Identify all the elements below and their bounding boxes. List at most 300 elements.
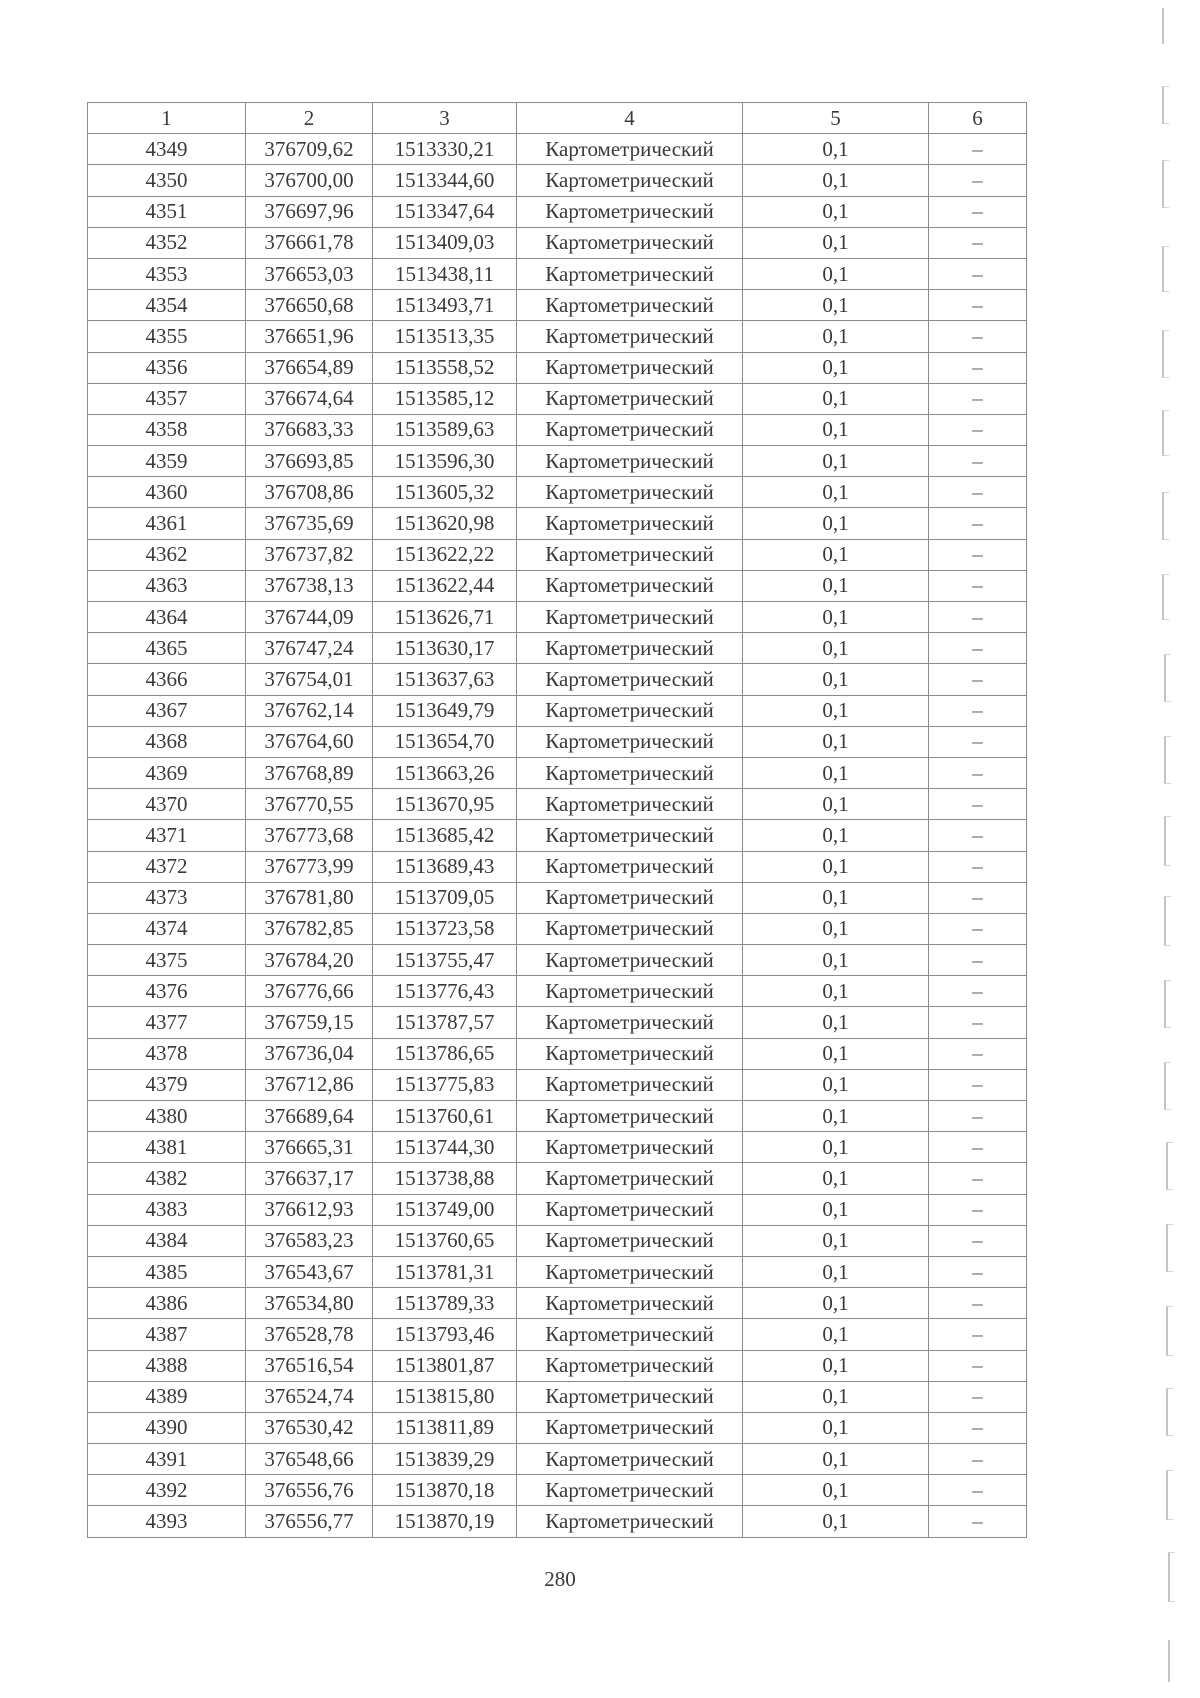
- table-row: [88, 664, 1027, 695]
- accuracy-cell: 0,1: [743, 1256, 929, 1287]
- y-coordinate-cell: 1513870,19: [373, 1506, 517, 1537]
- method-cell: Картометрический: [517, 134, 743, 165]
- y-coordinate-cell: 1513558,52: [373, 352, 517, 383]
- accuracy-cell: 0,1: [743, 789, 929, 820]
- method-cell: Картометрический: [517, 1412, 743, 1443]
- point-number-cell: 4356: [88, 352, 246, 383]
- point-number-cell: 4379: [88, 1069, 246, 1100]
- x-coordinate-cell: 376762,14: [246, 695, 373, 726]
- note-cell: –: [929, 477, 1027, 508]
- accuracy-cell: 0,1: [743, 945, 929, 976]
- method-cell: Картометрический: [517, 1288, 743, 1319]
- y-coordinate-cell: 1513744,30: [373, 1132, 517, 1163]
- point-number-cell: 4364: [88, 602, 246, 633]
- table-row: [88, 1163, 1027, 1194]
- x-coordinate-cell: 376736,04: [246, 1038, 373, 1069]
- accuracy-cell: 0,1: [743, 1350, 929, 1381]
- note-cell: –: [929, 633, 1027, 664]
- point-number-cell: 4353: [88, 258, 246, 289]
- x-coordinate-cell: 376637,17: [246, 1163, 373, 1194]
- accuracy-cell: 0,1: [743, 1288, 929, 1319]
- accuracy-cell: 0,1: [743, 882, 929, 913]
- scan-edge-mark: [1164, 736, 1171, 784]
- point-number-cell: 4369: [88, 757, 246, 788]
- point-number-cell: 4391: [88, 1444, 246, 1475]
- x-coordinate-cell: 376556,77: [246, 1506, 373, 1537]
- y-coordinate-cell: 1513786,65: [373, 1038, 517, 1069]
- method-cell: Картометрический: [517, 196, 743, 227]
- y-coordinate-cell: 1513723,58: [373, 913, 517, 944]
- table-row: [88, 1038, 1027, 1069]
- method-cell: Картометрический: [517, 695, 743, 726]
- y-coordinate-cell: 1513870,18: [373, 1475, 517, 1506]
- scan-edge-mark: [1166, 1306, 1173, 1356]
- accuracy-cell: 0,1: [743, 1101, 929, 1132]
- scan-edge-mark: [1162, 574, 1169, 620]
- y-coordinate-cell: 1513589,63: [373, 414, 517, 445]
- method-cell: Картометрический: [517, 851, 743, 882]
- header-row: [88, 103, 1027, 134]
- accuracy-cell: 0,1: [743, 726, 929, 757]
- scan-edge-mark: [1166, 1142, 1173, 1190]
- method-cell: Картометрический: [517, 1381, 743, 1412]
- point-number-cell: 4386: [88, 1288, 246, 1319]
- accuracy-cell: 0,1: [743, 383, 929, 414]
- point-number-cell: 4384: [88, 1225, 246, 1256]
- method-cell: Картометрический: [517, 290, 743, 321]
- table-row: [88, 539, 1027, 570]
- accuracy-cell: 0,1: [743, 477, 929, 508]
- page-number: 280: [544, 1567, 576, 1591]
- method-cell: Картометрический: [517, 757, 743, 788]
- accuracy-cell: 0,1: [743, 1381, 929, 1412]
- method-cell: Картометрический: [517, 477, 743, 508]
- y-coordinate-cell: 1513760,61: [373, 1101, 517, 1132]
- note-cell: –: [929, 913, 1027, 944]
- table-row: [88, 1132, 1027, 1163]
- table-row: [88, 258, 1027, 289]
- x-coordinate-cell: 376744,09: [246, 602, 373, 633]
- point-number-cell: 4370: [88, 789, 246, 820]
- accuracy-cell: 0,1: [743, 1007, 929, 1038]
- point-number-cell: 4351: [88, 196, 246, 227]
- x-coordinate-cell: 376689,64: [246, 1101, 373, 1132]
- table-row: [88, 1506, 1027, 1537]
- x-coordinate-cell: 376556,76: [246, 1475, 373, 1506]
- method-cell: Картометрический: [517, 227, 743, 258]
- y-coordinate-cell: 1513755,47: [373, 945, 517, 976]
- column-header-2: 2: [246, 103, 373, 134]
- method-cell: Картометрический: [517, 1319, 743, 1350]
- note-cell: –: [929, 446, 1027, 477]
- y-coordinate-cell: 1513620,98: [373, 508, 517, 539]
- point-number-cell: 4380: [88, 1101, 246, 1132]
- point-number-cell: 4367: [88, 695, 246, 726]
- point-number-cell: 4375: [88, 945, 246, 976]
- y-coordinate-cell: 1513709,05: [373, 882, 517, 913]
- table-row: [88, 227, 1027, 258]
- y-coordinate-cell: 1513344,60: [373, 165, 517, 196]
- accuracy-cell: 0,1: [743, 851, 929, 882]
- method-cell: Картометрический: [517, 726, 743, 757]
- accuracy-cell: 0,1: [743, 820, 929, 851]
- x-coordinate-cell: 376543,67: [246, 1256, 373, 1287]
- table-row: [88, 1288, 1027, 1319]
- y-coordinate-cell: 1513839,29: [373, 1444, 517, 1475]
- scan-edge-mark: [1168, 1640, 1175, 1682]
- scan-edge-mark: [1162, 492, 1169, 540]
- note-cell: –: [929, 1132, 1027, 1163]
- method-cell: Картометрический: [517, 945, 743, 976]
- x-coordinate-cell: 376782,85: [246, 913, 373, 944]
- accuracy-cell: 0,1: [743, 1225, 929, 1256]
- column-header-5: 5: [743, 103, 929, 134]
- column-header-3: 3: [373, 103, 517, 134]
- x-coordinate-cell: 376653,03: [246, 258, 373, 289]
- x-coordinate-cell: 376770,55: [246, 789, 373, 820]
- method-cell: Картометрический: [517, 1475, 743, 1506]
- note-cell: –: [929, 1381, 1027, 1412]
- scan-edge-mark: [1162, 160, 1169, 208]
- table-row: [88, 290, 1027, 321]
- x-coordinate-cell: 376735,69: [246, 508, 373, 539]
- y-coordinate-cell: 1513760,65: [373, 1225, 517, 1256]
- y-coordinate-cell: 1513347,64: [373, 196, 517, 227]
- column-header-4: 4: [517, 103, 743, 134]
- accuracy-cell: 0,1: [743, 165, 929, 196]
- note-cell: –: [929, 1038, 1027, 1069]
- table-row: [88, 1225, 1027, 1256]
- accuracy-cell: 0,1: [743, 134, 929, 165]
- x-coordinate-cell: 376768,89: [246, 757, 373, 788]
- y-coordinate-cell: 1513409,03: [373, 227, 517, 258]
- scan-edge-mark: [1164, 654, 1171, 702]
- method-cell: Картометрический: [517, 1038, 743, 1069]
- point-number-cell: 4372: [88, 851, 246, 882]
- note-cell: –: [929, 570, 1027, 601]
- x-coordinate-cell: 376708,86: [246, 477, 373, 508]
- method-cell: Картометрический: [517, 165, 743, 196]
- y-coordinate-cell: 1513649,79: [373, 695, 517, 726]
- x-coordinate-cell: 376683,33: [246, 414, 373, 445]
- point-number-cell: 4382: [88, 1163, 246, 1194]
- y-coordinate-cell: 1513775,83: [373, 1069, 517, 1100]
- point-number-cell: 4390: [88, 1412, 246, 1443]
- table-row: [88, 1381, 1027, 1412]
- method-cell: Картометрический: [517, 820, 743, 851]
- accuracy-cell: 0,1: [743, 539, 929, 570]
- point-number-cell: 4389: [88, 1381, 246, 1412]
- method-cell: Картометрический: [517, 414, 743, 445]
- x-coordinate-cell: 376516,54: [246, 1350, 373, 1381]
- table-row: [88, 1412, 1027, 1443]
- y-coordinate-cell: 1513789,33: [373, 1288, 517, 1319]
- table-row: [88, 633, 1027, 664]
- y-coordinate-cell: 1513438,11: [373, 258, 517, 289]
- scan-edge-mark: [1162, 330, 1169, 378]
- note-cell: –: [929, 1412, 1027, 1443]
- note-cell: –: [929, 383, 1027, 414]
- x-coordinate-cell: 376524,74: [246, 1381, 373, 1412]
- table-row: [88, 913, 1027, 944]
- y-coordinate-cell: 1513622,44: [373, 570, 517, 601]
- table-row: [88, 1194, 1027, 1225]
- y-coordinate-cell: 1513513,35: [373, 321, 517, 352]
- method-cell: Картометрический: [517, 882, 743, 913]
- accuracy-cell: 0,1: [743, 1194, 929, 1225]
- coordinates-table: [87, 102, 1027, 1538]
- scan-edge-mark: [1166, 1224, 1173, 1272]
- method-cell: Картометрический: [517, 570, 743, 601]
- x-coordinate-cell: 376693,85: [246, 446, 373, 477]
- note-cell: –: [929, 1163, 1027, 1194]
- note-cell: –: [929, 1475, 1027, 1506]
- table-row: [88, 414, 1027, 445]
- method-cell: Картометрический: [517, 1132, 743, 1163]
- method-cell: Картометрический: [517, 1069, 743, 1100]
- accuracy-cell: 0,1: [743, 664, 929, 695]
- point-number-cell: 4352: [88, 227, 246, 258]
- point-number-cell: 4363: [88, 570, 246, 601]
- note-cell: –: [929, 1319, 1027, 1350]
- method-cell: Картометрический: [517, 1007, 743, 1038]
- note-cell: –: [929, 1007, 1027, 1038]
- y-coordinate-cell: 1513637,63: [373, 664, 517, 695]
- point-number-cell: 4349: [88, 134, 246, 165]
- note-cell: –: [929, 539, 1027, 570]
- method-cell: Картометрический: [517, 1225, 743, 1256]
- note-cell: –: [929, 820, 1027, 851]
- y-coordinate-cell: 1513330,21: [373, 134, 517, 165]
- accuracy-cell: 0,1: [743, 1069, 929, 1100]
- note-cell: –: [929, 664, 1027, 695]
- note-cell: –: [929, 196, 1027, 227]
- x-coordinate-cell: 376709,62: [246, 134, 373, 165]
- table-row: [88, 1007, 1027, 1038]
- y-coordinate-cell: 1513749,00: [373, 1194, 517, 1225]
- accuracy-cell: 0,1: [743, 1475, 929, 1506]
- table-row: [88, 976, 1027, 1007]
- point-number-cell: 4355: [88, 321, 246, 352]
- note-cell: –: [929, 882, 1027, 913]
- method-cell: Картометрический: [517, 1350, 743, 1381]
- note-cell: –: [929, 695, 1027, 726]
- table-row: [88, 851, 1027, 882]
- table-row: [88, 1350, 1027, 1381]
- y-coordinate-cell: 1513605,32: [373, 477, 517, 508]
- x-coordinate-cell: 376528,78: [246, 1319, 373, 1350]
- point-number-cell: 4366: [88, 664, 246, 695]
- point-number-cell: 4368: [88, 726, 246, 757]
- note-cell: –: [929, 602, 1027, 633]
- x-coordinate-cell: 376654,89: [246, 352, 373, 383]
- table-row: [88, 602, 1027, 633]
- y-coordinate-cell: 1513630,17: [373, 633, 517, 664]
- scan-edge-mark: [1162, 410, 1169, 456]
- method-cell: Картометрический: [517, 1256, 743, 1287]
- y-coordinate-cell: 1513622,22: [373, 539, 517, 570]
- point-number-cell: 4381: [88, 1132, 246, 1163]
- table-row: [88, 882, 1027, 913]
- x-coordinate-cell: 376651,96: [246, 321, 373, 352]
- y-coordinate-cell: 1513787,57: [373, 1007, 517, 1038]
- scan-edge-mark: [1166, 1470, 1173, 1520]
- point-number-cell: 4373: [88, 882, 246, 913]
- point-number-cell: 4361: [88, 508, 246, 539]
- method-cell: Картометрический: [517, 383, 743, 414]
- table-row: [88, 352, 1027, 383]
- point-number-cell: 4376: [88, 976, 246, 1007]
- scan-edge-mark: [1162, 246, 1169, 292]
- accuracy-cell: 0,1: [743, 602, 929, 633]
- scan-edge-mark: [1164, 896, 1171, 946]
- scan-edge-mark: [1166, 1388, 1173, 1436]
- x-coordinate-cell: 376773,68: [246, 820, 373, 851]
- accuracy-cell: 0,1: [743, 1132, 929, 1163]
- column-header-1: 1: [88, 103, 246, 134]
- x-coordinate-cell: 376665,31: [246, 1132, 373, 1163]
- accuracy-cell: 0,1: [743, 1506, 929, 1537]
- table-row: [88, 1319, 1027, 1350]
- x-coordinate-cell: 376534,80: [246, 1288, 373, 1319]
- accuracy-cell: 0,1: [743, 258, 929, 289]
- point-number-cell: 4354: [88, 290, 246, 321]
- y-coordinate-cell: 1513793,46: [373, 1319, 517, 1350]
- accuracy-cell: 0,1: [743, 913, 929, 944]
- y-coordinate-cell: 1513776,43: [373, 976, 517, 1007]
- method-cell: Картометрический: [517, 352, 743, 383]
- point-number-cell: 4378: [88, 1038, 246, 1069]
- note-cell: –: [929, 227, 1027, 258]
- accuracy-cell: 0,1: [743, 976, 929, 1007]
- scan-edge-mark: [1168, 1552, 1175, 1602]
- x-coordinate-cell: 376759,15: [246, 1007, 373, 1038]
- point-number-cell: 4385: [88, 1256, 246, 1287]
- accuracy-cell: 0,1: [743, 1412, 929, 1443]
- table-row: [88, 477, 1027, 508]
- accuracy-cell: 0,1: [743, 321, 929, 352]
- table-row: [88, 757, 1027, 788]
- method-cell: Картометрический: [517, 976, 743, 1007]
- scan-edge-mark: [1162, 8, 1169, 44]
- table-row: [88, 383, 1027, 414]
- note-cell: –: [929, 976, 1027, 1007]
- y-coordinate-cell: 1513626,71: [373, 602, 517, 633]
- x-coordinate-cell: 376612,93: [246, 1194, 373, 1225]
- note-cell: –: [929, 1506, 1027, 1537]
- accuracy-cell: 0,1: [743, 570, 929, 601]
- table-row: [88, 570, 1027, 601]
- accuracy-cell: 0,1: [743, 757, 929, 788]
- accuracy-cell: 0,1: [743, 196, 929, 227]
- accuracy-cell: 0,1: [743, 1319, 929, 1350]
- method-cell: Картометрический: [517, 1506, 743, 1537]
- table-row: [88, 134, 1027, 165]
- method-cell: Картометрический: [517, 539, 743, 570]
- y-coordinate-cell: 1513670,95: [373, 789, 517, 820]
- note-cell: –: [929, 789, 1027, 820]
- table-row: [88, 1444, 1027, 1475]
- point-number-cell: 4357: [88, 383, 246, 414]
- table-row: [88, 196, 1027, 227]
- note-cell: –: [929, 726, 1027, 757]
- column-header-6: 6: [929, 103, 1027, 134]
- scan-edge-mark: [1164, 816, 1171, 866]
- y-coordinate-cell: 1513654,70: [373, 726, 517, 757]
- x-coordinate-cell: 376650,68: [246, 290, 373, 321]
- x-coordinate-cell: 376738,13: [246, 570, 373, 601]
- table-header: [88, 103, 1027, 134]
- note-cell: –: [929, 945, 1027, 976]
- table-row: [88, 165, 1027, 196]
- y-coordinate-cell: 1513781,31: [373, 1256, 517, 1287]
- x-coordinate-cell: 376747,24: [246, 633, 373, 664]
- accuracy-cell: 0,1: [743, 446, 929, 477]
- note-cell: –: [929, 1350, 1027, 1381]
- note-cell: –: [929, 1288, 1027, 1319]
- method-cell: Картометрический: [517, 913, 743, 944]
- point-number-cell: 4393: [88, 1506, 246, 1537]
- accuracy-cell: 0,1: [743, 633, 929, 664]
- method-cell: Картометрический: [517, 1101, 743, 1132]
- accuracy-cell: 0,1: [743, 290, 929, 321]
- method-cell: Картометрический: [517, 1444, 743, 1475]
- y-coordinate-cell: 1513815,80: [373, 1381, 517, 1412]
- accuracy-cell: 0,1: [743, 1038, 929, 1069]
- x-coordinate-cell: 376583,23: [246, 1225, 373, 1256]
- y-coordinate-cell: 1513689,43: [373, 851, 517, 882]
- table-row: [88, 820, 1027, 851]
- note-cell: –: [929, 165, 1027, 196]
- scan-edge-mark: [1164, 980, 1171, 1028]
- y-coordinate-cell: 1513596,30: [373, 446, 517, 477]
- table-row: [88, 508, 1027, 539]
- note-cell: –: [929, 1194, 1027, 1225]
- note-cell: –: [929, 321, 1027, 352]
- x-coordinate-cell: 376530,42: [246, 1412, 373, 1443]
- accuracy-cell: 0,1: [743, 1444, 929, 1475]
- x-coordinate-cell: 376548,66: [246, 1444, 373, 1475]
- method-cell: Картометрический: [517, 1163, 743, 1194]
- point-number-cell: 4388: [88, 1350, 246, 1381]
- point-number-cell: 4387: [88, 1319, 246, 1350]
- note-cell: –: [929, 258, 1027, 289]
- table-row: [88, 446, 1027, 477]
- method-cell: Картометрический: [517, 258, 743, 289]
- point-number-cell: 4350: [88, 165, 246, 196]
- note-cell: –: [929, 1101, 1027, 1132]
- note-cell: –: [929, 134, 1027, 165]
- y-coordinate-cell: 1513585,12: [373, 383, 517, 414]
- method-cell: Картометрический: [517, 664, 743, 695]
- point-number-cell: 4377: [88, 1007, 246, 1038]
- method-cell: Картометрический: [517, 1194, 743, 1225]
- x-coordinate-cell: 376700,00: [246, 165, 373, 196]
- accuracy-cell: 0,1: [743, 695, 929, 726]
- table-row: [88, 789, 1027, 820]
- scan-edge-mark: [1164, 1062, 1171, 1110]
- x-coordinate-cell: 376773,99: [246, 851, 373, 882]
- point-number-cell: 4383: [88, 1194, 246, 1225]
- table-row: [88, 695, 1027, 726]
- table-row: [88, 1101, 1027, 1132]
- scan-edge-mark: [1162, 86, 1169, 124]
- note-cell: –: [929, 851, 1027, 882]
- accuracy-cell: 0,1: [743, 227, 929, 258]
- x-coordinate-cell: 376754,01: [246, 664, 373, 695]
- method-cell: Картометрический: [517, 446, 743, 477]
- method-cell: Картометрический: [517, 633, 743, 664]
